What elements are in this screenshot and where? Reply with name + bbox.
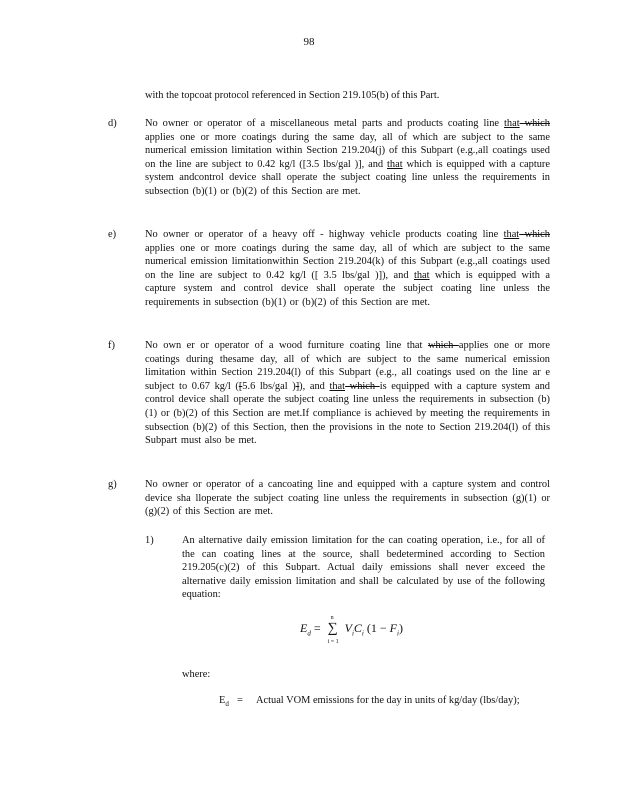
paragraph-label: f) [108, 340, 115, 351]
inserted-text: that [413, 269, 430, 281]
definition-symbol [219, 694, 229, 712]
paragraph-text [145, 228, 550, 310]
intro-text: with the topcoat protocol referenced in Section 219.105(b) of this Part. [145, 90, 440, 101]
paragraph-f [108, 339, 550, 448]
text-run: 5.6 lbs/gal ) [242, 380, 296, 392]
definition-equals: = [237, 695, 243, 706]
equation-lhs: E [300, 621, 308, 635]
paragraph-label: g) [108, 479, 117, 490]
paragraph-text [145, 339, 550, 448]
deleted-text: which [427, 340, 459, 351]
deleted-text: which [519, 118, 550, 129]
summation-lower-limit: i = 1 [327, 639, 339, 645]
summation-upper-limit: n [330, 615, 334, 621]
inserted-text: that [387, 158, 403, 170]
subparagraph-1 [145, 534, 545, 602]
paragraph-text [145, 117, 550, 199]
paragraph-text: No owner or operator of a cancoating line and equipped with a capture system and control device sha lloperate the subject coating line unless the requirements in subsection (g)(1) or (g)(2) of this Section are met. [145, 479, 550, 518]
text-run: applies one or more coatings during the same day, all of which are subject to the same numerical emission limitationwithin Section 219.204(k) of this Subpart (e.g.,all coatings used on the line are subject to 0.42 kg/l ([ 3.5 lbs/gal )]), and [145, 242, 550, 281]
equation-paren-open: (1 − [366, 621, 387, 635]
inserted-text: that [329, 380, 346, 392]
text-run: No owner or operator of a miscellaneous metal parts and products coating line [145, 118, 505, 129]
equation-subscript: i [361, 629, 364, 638]
paragraph-d [108, 117, 550, 199]
inserted-text: that [504, 118, 520, 129]
subparagraph-text: An alternative daily emission limitation for the can coating operation, i.e., for all of the can coating lines at the source, shall bedetermined according to Section 219.205(c)(2) of this Subpart. Actual daily emissions shall never exceed the alternative daily emission limitation and shall be calculated by use of the following equation: [182, 535, 545, 601]
sigma-symbol: ∑ [327, 621, 338, 636]
definition-ed [219, 694, 549, 708]
text-run: which is equipped with a capture system and control device shall operate the subject coating line unless the requirements in subsection (b)(1) or (b)(2) of this Section are met. [145, 269, 550, 308]
text-run: is equipped with a capture system and control device shall operate the subject coating line unless the requirements in subsection (b)(1) or (b)(2) of this Section are met.If compliance is achieved by meeting the requirements in subsection (b)(2) of this Section, then the provisions in the note to Section 219.204(l) of this Subpart must also be met. [145, 380, 550, 447]
equation-subscript: i [396, 629, 399, 638]
equation-subscript: i [351, 629, 354, 638]
deleted-text: ] [295, 380, 300, 392]
equation-term-v: V [344, 621, 352, 635]
inserted-text: that [503, 229, 520, 240]
definition-symbol-subscript: d [225, 700, 229, 709]
text-run: which is equipped with a capture system andcontrol device shall operate the subject coating line unless the requirements in subsection (b)(1) or (b)(2) of this Section are met. [145, 158, 550, 197]
paragraph-label: d) [108, 118, 117, 129]
page-number: 98 [303, 36, 315, 48]
deleted-text: which [345, 380, 380, 392]
equation-term-f: F [389, 621, 397, 635]
deleted-text: which [519, 229, 550, 240]
text-run: No own er or operator of a wood furniture coating line that [145, 340, 428, 351]
definition-text: Actual VOM emissions for the day in units of kg/day (lbs/day); [256, 695, 520, 706]
equation-term-c: C [353, 621, 362, 635]
definition-symbol-letter: E [219, 695, 226, 706]
equation-equals: = [313, 621, 321, 635]
summation-sign [327, 615, 339, 645]
emission-equation [300, 615, 403, 645]
text-run: ), and [299, 380, 330, 392]
deleted-text: [ [238, 380, 243, 392]
text-run: applies one or more coatings during the same day, all of which are subject to the same numerical emission limitation within Section 219.204(j) of this Subpart (e.g.,all coatings used on the line are subject to 0.42 kg/l ([3.5 lbs/gal )], and [145, 131, 550, 170]
paragraph-g [108, 478, 550, 519]
text-run: No owner or operator of a heavy off - highway vehicle products coating line [145, 229, 504, 240]
paragraph-label: e) [108, 229, 117, 240]
text-run: applies one or more coatings during thesame day, all of which are subject to the same numerical emission limitation within Section 219.204(l) of this Subpart (e.g., all coatings used on the line ar e subject to 0.67 kg/l ( [145, 340, 551, 392]
equation-paren-close: ) [398, 621, 403, 635]
subparagraph-label: 1) [145, 535, 154, 546]
where-label: where: [182, 669, 211, 680]
paragraph-e [108, 228, 550, 310]
equation-lhs-subscript: d [307, 629, 311, 638]
